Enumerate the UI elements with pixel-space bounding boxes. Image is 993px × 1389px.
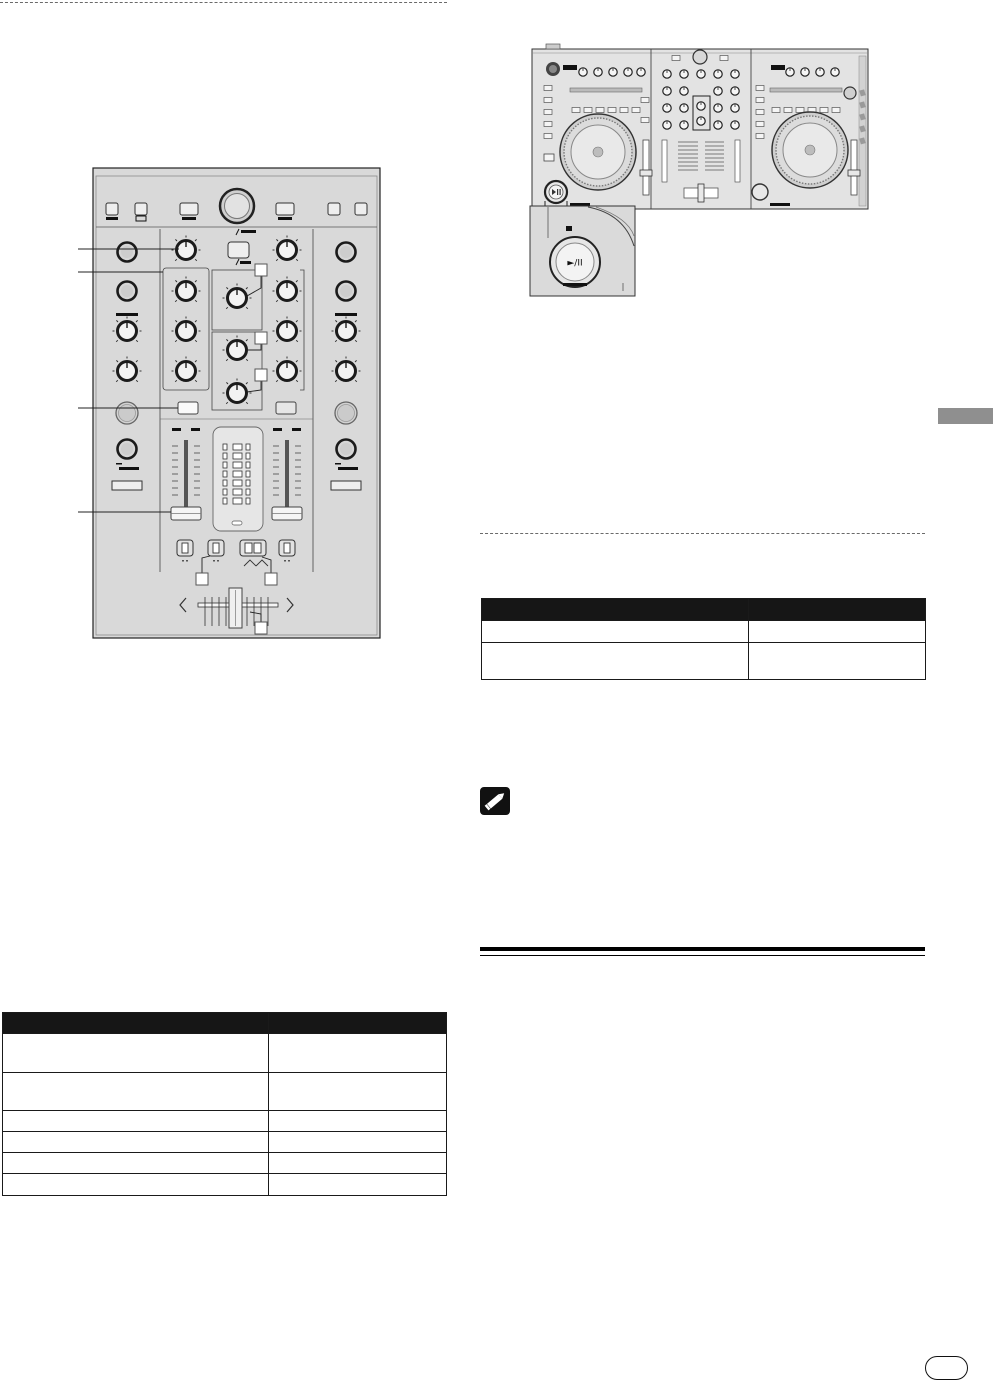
left-cue-button <box>178 402 198 414</box>
table-cell <box>269 1073 447 1111</box>
left-table <box>2 1012 447 1196</box>
table-header-row <box>3 1013 447 1034</box>
play-pause-label: ►/II <box>567 258 583 269</box>
mixer-panel-illustration <box>70 160 390 642</box>
table-cell <box>482 643 749 680</box>
play-pause-zoom-inset <box>530 201 635 296</box>
table-header-cell <box>269 1013 447 1034</box>
page-number-badge <box>925 1356 968 1380</box>
browse-rotary-knob <box>220 189 254 223</box>
level-meter <box>213 427 263 531</box>
section-heading-rule-thin <box>480 955 925 956</box>
dj-controller-illustration <box>528 42 873 300</box>
table-header-cell <box>482 599 749 621</box>
table-header-cell <box>749 599 926 621</box>
pencil-note-icon <box>480 787 510 815</box>
top-dashed-separator <box>0 2 447 3</box>
table-cell <box>749 621 926 643</box>
table-cell <box>269 1174 447 1196</box>
table-cell <box>3 1174 269 1196</box>
table-row <box>3 1153 447 1174</box>
table-header-cell <box>3 1013 269 1034</box>
highlighted-play-pause-button <box>545 181 567 203</box>
table-header-row <box>482 599 926 621</box>
table-cell <box>3 1153 269 1174</box>
table-cell <box>269 1132 447 1153</box>
table-cell <box>749 643 926 680</box>
right-cue-button <box>276 402 296 414</box>
section-heading-rule-thick <box>480 947 925 951</box>
table-row <box>3 1111 447 1132</box>
table-cell <box>269 1034 447 1073</box>
table-cell <box>482 621 749 643</box>
center-button <box>228 242 249 258</box>
table-cell <box>3 1111 269 1132</box>
table-cell <box>3 1073 269 1111</box>
table-row <box>482 643 926 680</box>
table-row <box>3 1073 447 1111</box>
table-row <box>3 1174 447 1196</box>
table-cell <box>3 1132 269 1153</box>
table-cell <box>269 1111 447 1132</box>
right-dashed-separator <box>480 533 925 534</box>
table-row <box>3 1034 447 1073</box>
table-row <box>3 1132 447 1153</box>
table-cell <box>269 1153 447 1174</box>
right-table <box>481 598 926 680</box>
table-row <box>482 621 926 643</box>
section-index-tab[interactable] <box>938 408 993 424</box>
table-cell <box>3 1034 269 1073</box>
